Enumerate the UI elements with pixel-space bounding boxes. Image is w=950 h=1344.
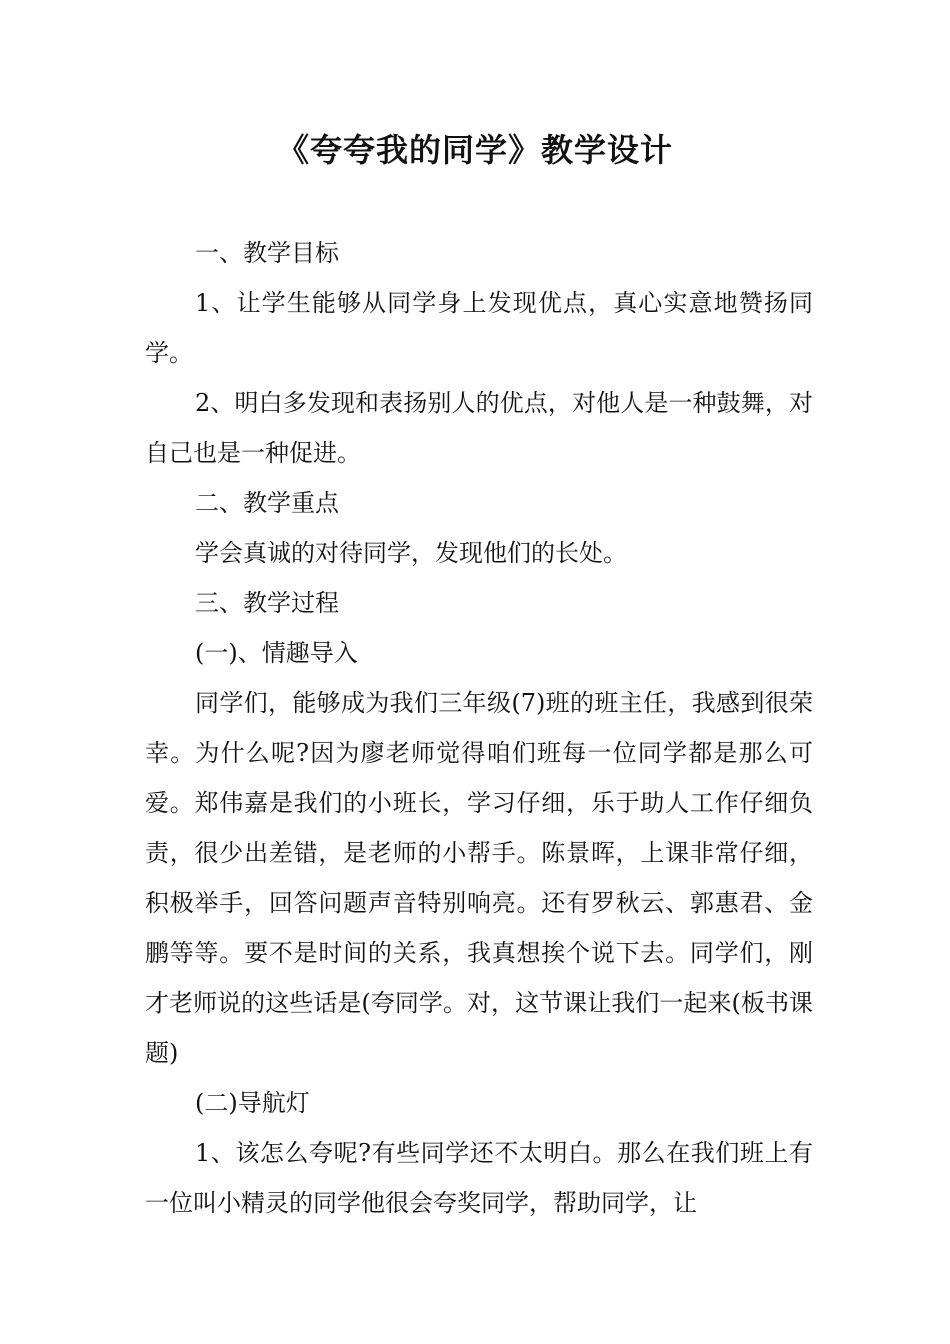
intro-paragraph: 同学们，能够成为我们三年级(7)班的班主任，我感到很荣幸。为什么呢?因为廖老师觉得咱们班每一位同学都是那么可爱。郑伟嘉是我们的小班长，学习仔细，乐于助人工作仔细负责，很少出差错，是老师的小帮手。陈景晖，上课非常仔细，积极举手，回答问题声音特别响亮。还有罗秋云、郭惠君、金鹏等等。要不是时间的关系，我真想挨个说下去。同学们，刚才老师说的这些话是(夸同学。对，这节课让我们一起来(板书课题)	[145, 689, 813, 1067]
section-heading-key-points: 二、教学重点	[195, 489, 339, 517]
objective-item-1: 1、让学生能够从同学身上发现优点，真心实意地赞扬同学。	[145, 289, 813, 367]
document-title: 《夸夸我的同学》教学设计	[276, 131, 673, 169]
section-heading-objectives: 一、教学目标	[195, 239, 339, 267]
objective-item-2: 2、明白多发现和表扬别人的优点，对他人是一种鼓舞，对自己也是一种促进。	[145, 389, 813, 467]
subsection-heading-guide: (二)导航灯	[195, 1089, 310, 1117]
guide-paragraph: 1、该怎么夸呢?有些同学还不太明白。那么在我们班上有一位叫小精灵的同学他很会夸奖同学，帮助同学，让	[145, 1139, 813, 1217]
key-point-text: 学会真诚的对待同学，发现他们的长处。	[195, 539, 627, 567]
section-heading-process: 三、教学过程	[195, 589, 339, 617]
subsection-heading-intro: (一)、情趣导入	[195, 639, 358, 667]
document-body	[145, 228, 813, 1228]
